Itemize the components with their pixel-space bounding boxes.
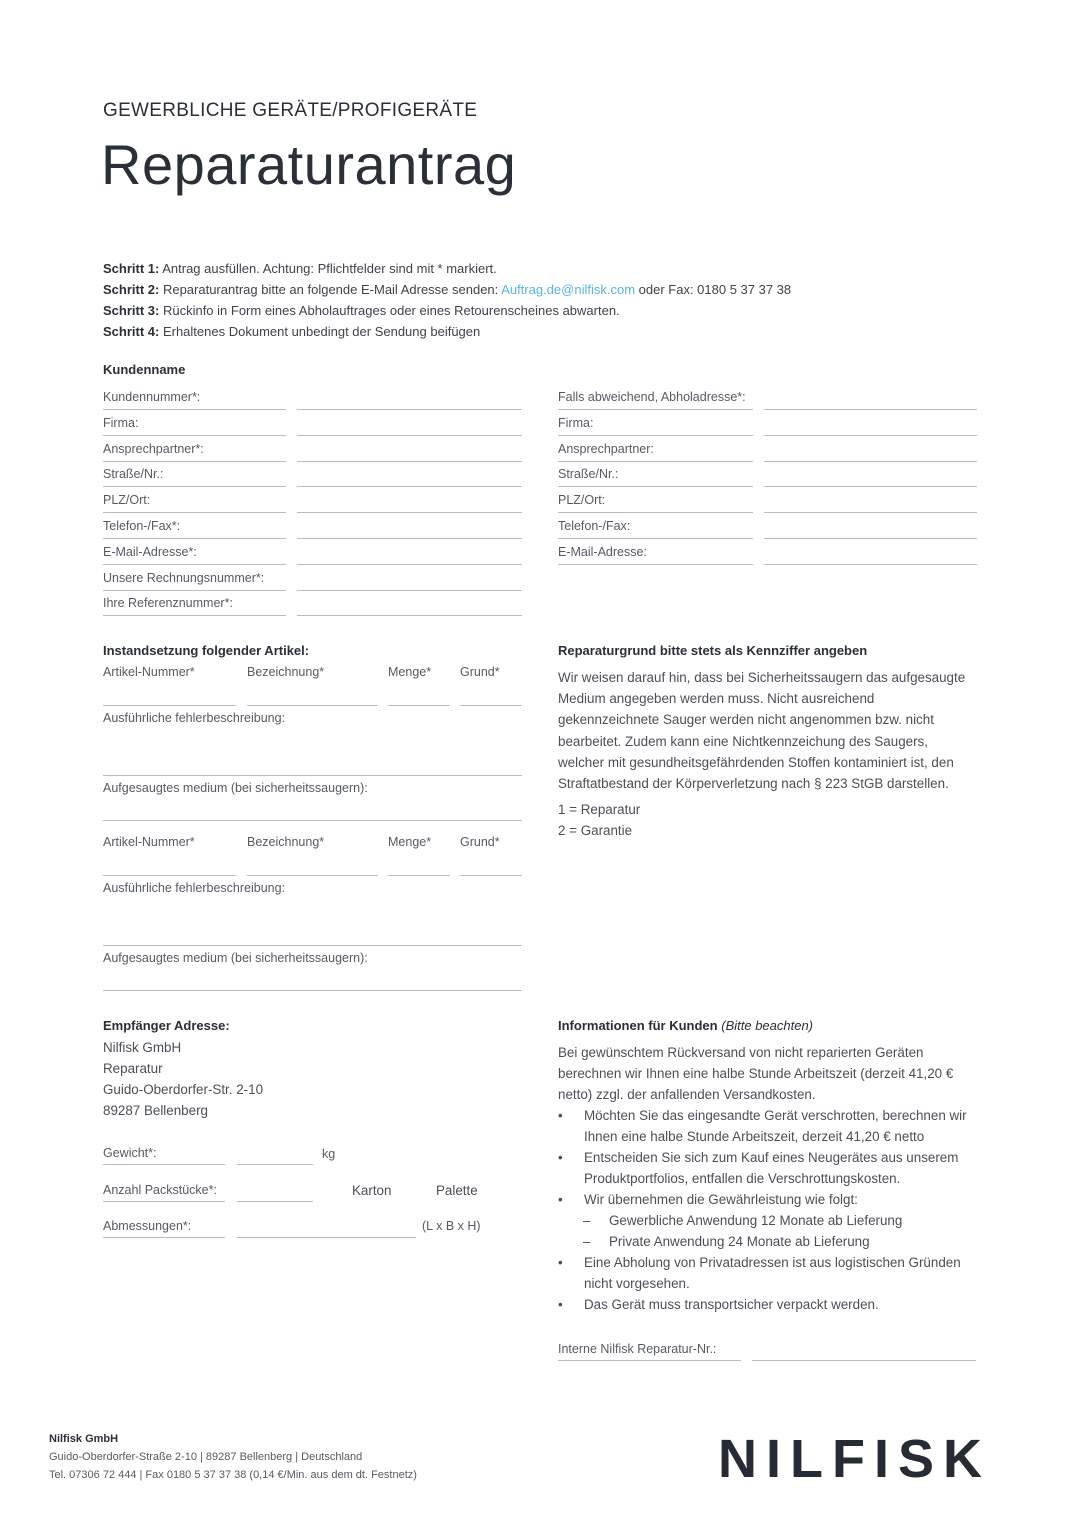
field-label-line bbox=[103, 461, 286, 462]
packages-label: Anzahl Packstücke*: bbox=[103, 1183, 217, 1197]
field-label: Straße/Nr.: bbox=[103, 467, 164, 482]
palette-option[interactable]: Palette bbox=[436, 1183, 478, 1198]
recipient-line: Guido-Oberdorfer-Str. 2-10 bbox=[103, 1082, 264, 1097]
field-label-line bbox=[103, 564, 286, 565]
repair-column-label: Menge* bbox=[388, 665, 432, 679]
footer-company: Nilfisk GmbH bbox=[49, 1433, 119, 1445]
field-input[interactable] bbox=[764, 512, 977, 513]
repair-column-label: Bezeichnung* bbox=[247, 835, 325, 849]
reason-text: Wir weisen darauf hin, dass bei Sicherheitssaugern das aufgesaugte Medium angegeben werden muss. Nicht ausreichend gekennzeichnete Sauger werden nicht angenommen bzw. nicht bearbeitet. Zudem kann eine Nichtkennzeichung des Saugers, welcher mit gesundheitsgefährdenden Stoffen kontaminiert ist, den Straftatbestand der Körperverletzung nach § 223 StGB darstellen. bbox=[558, 670, 966, 792]
footer bbox=[49, 1430, 417, 1484]
field-label: Ansprechpartner: bbox=[558, 441, 654, 456]
bullet-icon: • bbox=[558, 1150, 563, 1165]
repair-heading: Instandsetzung folgender Artikel: bbox=[103, 643, 310, 658]
footer-address: Guido-Oberdorfer-Straße 2-10 | 89287 Bellenberg | Deutschland bbox=[49, 1451, 363, 1463]
weight-input[interactable] bbox=[237, 1164, 313, 1165]
field-input[interactable] bbox=[297, 590, 522, 591]
dimensions-input[interactable] bbox=[237, 1237, 416, 1238]
repair-column-input[interactable] bbox=[388, 705, 450, 706]
field-label-line bbox=[558, 538, 753, 539]
category-subtitle: GEWERBLICHE GERÄTE/PROFIGERÄTE bbox=[103, 100, 478, 121]
recipient-address bbox=[103, 1037, 263, 1121]
dimensions-unit: (L x B x H) bbox=[422, 1219, 481, 1233]
weight-label-line bbox=[103, 1164, 225, 1165]
internal-repair-label-line bbox=[558, 1360, 741, 1361]
recipient-line: Nilfisk GmbH bbox=[103, 1040, 182, 1055]
field-label: Falls abweichend, Abholadresse*: bbox=[558, 390, 746, 404]
info-sub-bullet: – Gewerbliche Anwendung 12 Monate ab Lieferung bbox=[558, 1210, 970, 1231]
medium-input[interactable] bbox=[103, 820, 522, 821]
field-label-line bbox=[103, 590, 286, 591]
field-input[interactable] bbox=[764, 538, 977, 539]
step-2: Schritt 2: Reparaturantrag bitte an folgende E-Mail Adresse senden: Auftrag.de@nilfisk.com oder Fax: 0180 5 37 37 38 bbox=[103, 282, 792, 297]
email-link[interactable]: Auftrag.de@nilfisk.com bbox=[501, 282, 636, 297]
dimensions-label-line bbox=[103, 1237, 225, 1238]
description-label: Ausführliche fehlerbeschreibung: bbox=[103, 881, 286, 895]
packages-input[interactable] bbox=[237, 1201, 313, 1202]
repair-column-input[interactable] bbox=[460, 705, 522, 706]
bullet-icon: • bbox=[558, 1255, 563, 1270]
repair-column-input[interactable] bbox=[103, 875, 236, 876]
field-label: PLZ/Ort: bbox=[558, 493, 606, 508]
field-label-line bbox=[558, 409, 753, 410]
info-heading-note: (Bitte beachten) bbox=[721, 1018, 814, 1033]
repair-column-input[interactable] bbox=[247, 705, 378, 706]
weight-unit: kg bbox=[322, 1147, 336, 1161]
repair-column-label: Artikel-Nummer* bbox=[103, 835, 195, 849]
description-input[interactable] bbox=[103, 775, 522, 776]
field-input[interactable] bbox=[764, 461, 977, 462]
field-input[interactable] bbox=[297, 409, 522, 410]
field-label: Telefon-/Fax: bbox=[558, 519, 631, 533]
field-label: E-Mail-Adresse: bbox=[558, 544, 647, 559]
medium-input[interactable] bbox=[103, 990, 522, 991]
field-input[interactable] bbox=[297, 486, 522, 487]
dash-icon: – bbox=[583, 1234, 591, 1249]
field-input[interactable] bbox=[764, 564, 977, 565]
info-bullet: • Möchten Sie das eingesandte Gerät verschrotten, berechnen wir Ihnen eine halbe Stunde Arbeitszeit, derzeit 41,20 € netto bbox=[558, 1105, 970, 1147]
field-label: Kundennummer*: bbox=[103, 390, 201, 404]
info-bullet: • Wir übernehmen die Gewährleistung wie folgt: bbox=[558, 1189, 970, 1210]
field-label-line bbox=[103, 538, 286, 539]
internal-repair-label: Interne Nilfisk Reparatur-Nr.: bbox=[558, 1342, 717, 1356]
repair-column-input[interactable] bbox=[103, 705, 236, 706]
field-input[interactable] bbox=[764, 486, 977, 487]
info-text bbox=[558, 1042, 970, 1315]
info-bullet: • Das Gerät muss transportsicher verpackt werden. bbox=[558, 1294, 970, 1315]
description-input[interactable] bbox=[103, 945, 522, 946]
field-label-line bbox=[103, 409, 286, 410]
reason-code-2: 2 = Garantie bbox=[558, 823, 633, 838]
info-intro: Bei gewünschtem Rückversand von nicht reparierten Geräten berechnen wir Ihnen eine halbe Stunde Arbeitszeit (derzeit 41,20 € netto) zzgl. der anfallenden Versandkosten. bbox=[558, 1045, 954, 1102]
field-input[interactable] bbox=[764, 435, 977, 436]
field-input[interactable] bbox=[297, 512, 522, 513]
step-4: Schritt 4: Erhaltenes Dokument unbedingt der Sendung beifügen bbox=[103, 324, 481, 339]
repair-column-label: Menge* bbox=[388, 835, 432, 849]
field-input[interactable] bbox=[297, 615, 522, 616]
recipient-heading: Empfänger Adresse: bbox=[103, 1018, 230, 1033]
field-input[interactable] bbox=[297, 461, 522, 462]
steps-list bbox=[103, 258, 791, 342]
field-label-line bbox=[103, 435, 286, 436]
repair-column-input[interactable] bbox=[247, 875, 378, 876]
field-label-line bbox=[558, 435, 753, 436]
field-label: Ihre Referenznummer*: bbox=[103, 596, 233, 611]
field-label-line bbox=[103, 512, 286, 513]
field-label: Straße/Nr.: bbox=[558, 467, 619, 482]
field-label: PLZ/Ort: bbox=[103, 493, 151, 508]
recipient-line: 89287 Bellenberg bbox=[103, 1103, 208, 1118]
field-label: E-Mail-Adresse*: bbox=[103, 544, 197, 559]
field-label-line bbox=[103, 486, 286, 487]
description-label: Ausführliche fehlerbeschreibung: bbox=[103, 711, 286, 725]
step-3: Schritt 3: Rückinfo in Form eines Abholauftrages oder eines Retourenscheines abwarten. bbox=[103, 303, 620, 318]
medium-label: Aufgesaugtes medium (bei sicherheitssaugern): bbox=[103, 951, 368, 965]
info-bullet: • Eine Abholung von Privatadressen ist aus logistischen Gründen nicht vorgesehen. bbox=[558, 1252, 970, 1294]
medium-label: Aufgesaugtes medium (bei sicherheitssaugern): bbox=[103, 781, 368, 795]
dash-icon: – bbox=[583, 1213, 591, 1228]
karton-option[interactable]: Karton bbox=[352, 1183, 392, 1198]
nilfisk-logo: NILFISK bbox=[718, 1429, 991, 1489]
field-input[interactable] bbox=[764, 409, 977, 410]
info-sub-bullet: – Private Anwendung 24 Monate ab Lieferung bbox=[558, 1231, 970, 1252]
bullet-icon: • bbox=[558, 1192, 563, 1207]
dimensions-label: Abmessungen*: bbox=[103, 1219, 192, 1233]
repair-column-label: Grund* bbox=[460, 835, 500, 849]
field-input[interactable] bbox=[297, 564, 522, 565]
field-label: Firma: bbox=[558, 415, 594, 430]
reason-code-1: 1 = Reparatur bbox=[558, 802, 641, 817]
info-bullet: • Entscheiden Sie sich zum Kauf eines Neugerätes aus unserem Produktportfolios, entfallen die Verschrottungskosten. bbox=[558, 1147, 970, 1189]
field-label-line bbox=[558, 564, 753, 565]
field-label: Ansprechpartner*: bbox=[103, 441, 204, 456]
field-label-line bbox=[558, 512, 753, 513]
field-input[interactable] bbox=[297, 538, 522, 539]
field-label: Telefon-/Fax*: bbox=[103, 519, 181, 533]
bullet-icon: • bbox=[558, 1297, 563, 1312]
customer-heading: Kundenname bbox=[103, 362, 186, 377]
weight-label: Gewicht*: bbox=[103, 1146, 157, 1160]
repair-column-input[interactable] bbox=[388, 875, 450, 876]
repair-column-label: Grund* bbox=[460, 665, 500, 679]
field-input[interactable] bbox=[297, 435, 522, 436]
bullet-icon: • bbox=[558, 1108, 563, 1123]
info-heading: Informationen für Kunden (Bitte beachten) bbox=[558, 1018, 814, 1033]
page-title: Reparaturantrag bbox=[101, 133, 517, 196]
recipient-line: Reparatur bbox=[103, 1061, 163, 1076]
repair-column-label: Artikel-Nummer* bbox=[103, 665, 195, 679]
reason-heading: Reparaturgrund bitte stets als Kennziffer angeben bbox=[558, 643, 868, 658]
repair-column-label: Bezeichnung* bbox=[247, 665, 325, 679]
field-label-line bbox=[558, 461, 753, 462]
field-label: Firma: bbox=[103, 415, 139, 430]
footer-contact: Tel. 07306 72 444 | Fax 0180 5 37 37 38 (0,14 €/Min. aus dem dt. Festnetz) bbox=[49, 1469, 417, 1481]
field-label-line bbox=[558, 486, 753, 487]
step-1: Schritt 1: Antrag ausfüllen. Achtung: Pflichtfelder sind mit * markiert. bbox=[103, 261, 497, 276]
field-label: Unsere Rechnungsnummer*: bbox=[103, 570, 265, 585]
packages-label-line bbox=[103, 1201, 225, 1202]
field-label-line bbox=[103, 615, 286, 616]
repair-column-input[interactable] bbox=[460, 875, 522, 876]
internal-repair-input[interactable] bbox=[752, 1360, 976, 1361]
